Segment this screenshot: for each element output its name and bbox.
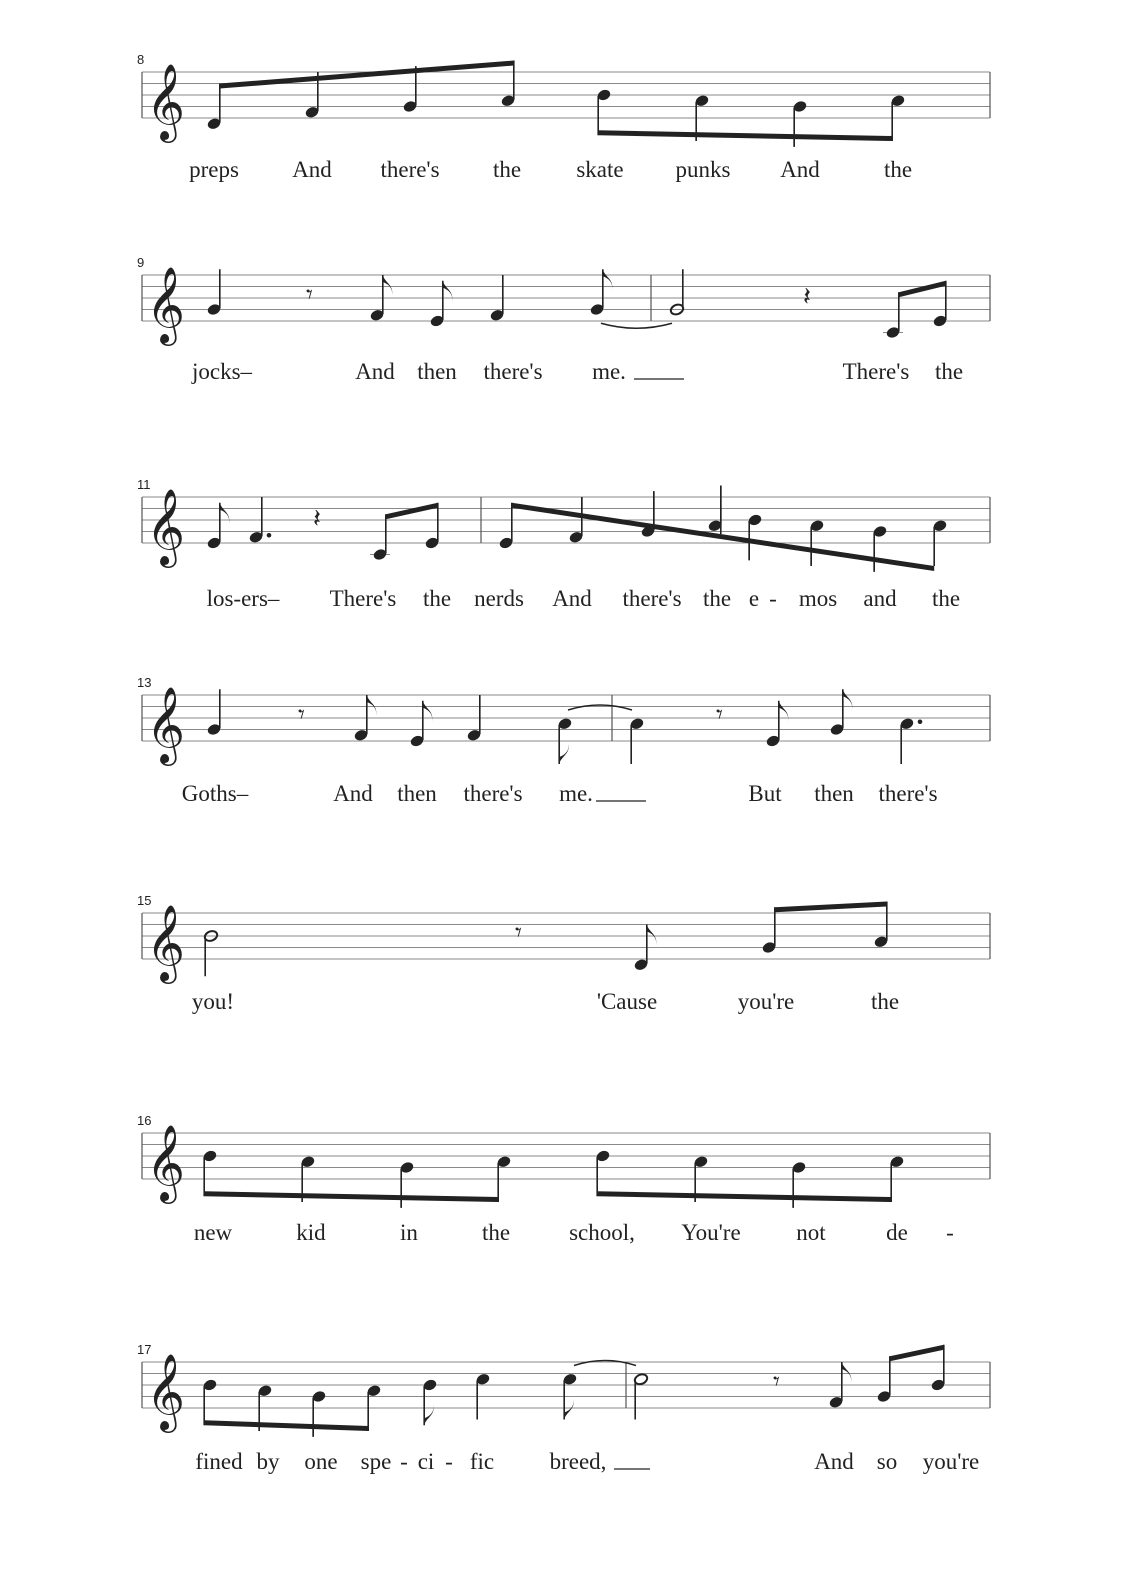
lyric-syllable: preps — [189, 157, 239, 182]
lyric-syllable: there's — [380, 157, 440, 182]
flag — [423, 701, 433, 723]
lyric-syllable: fined — [195, 1449, 243, 1474]
system-3 — [137, 477, 990, 611]
eighth-rest-icon: 𝄾 — [298, 700, 305, 730]
lyric-syllable: And — [292, 157, 332, 182]
lyric-syllable: you're — [737, 989, 795, 1014]
flag — [220, 503, 230, 525]
flag — [559, 742, 569, 764]
lyric-syllable: And — [333, 781, 373, 806]
measure-number: 13 — [137, 675, 152, 690]
lyric-syllable: Goths– — [181, 781, 249, 806]
lyric-syllable: the — [931, 586, 961, 611]
lyric-syllable: the — [481, 1220, 511, 1245]
lyric-syllable: - — [400, 1449, 408, 1474]
lyric-syllable: the — [492, 157, 522, 182]
lyric-syllable: one — [304, 1449, 338, 1474]
lyric-syllable: new — [193, 1220, 233, 1245]
flag — [443, 281, 453, 303]
lyric-syllable: skate — [576, 157, 624, 182]
lyric-syllable: so — [876, 1449, 898, 1474]
quarter-rest-icon: 𝄽 — [803, 282, 811, 312]
beam — [386, 503, 438, 520]
measure-number: 11 — [137, 477, 151, 492]
flag — [843, 689, 853, 711]
beam — [890, 1345, 944, 1362]
beam — [204, 1420, 368, 1431]
lyric-syllable: nerds — [474, 586, 524, 611]
lyric-syllable: 'Cause — [596, 989, 658, 1014]
note — [206, 269, 221, 316]
note — [595, 1149, 610, 1196]
system-6 — [137, 1113, 990, 1245]
eighth-rest-icon: 𝄾 — [515, 918, 522, 948]
note — [876, 1356, 891, 1403]
lyric-syllable: And — [814, 1449, 854, 1474]
lyric-syllable: me. — [559, 781, 593, 806]
lyric-syllable: jocks– — [191, 359, 253, 384]
beam — [597, 1191, 891, 1202]
lyric-syllable: los-ers– — [206, 586, 280, 611]
lyric-syllable: There's — [329, 586, 397, 611]
lyric-syllable: - — [445, 1449, 453, 1474]
note — [202, 1149, 217, 1196]
note — [422, 1378, 437, 1425]
lyric-syllable: - — [946, 1220, 954, 1245]
lyric-syllable: school, — [569, 1220, 635, 1245]
note — [761, 907, 776, 954]
flag — [779, 701, 789, 723]
quarter-rest-icon: 𝄽 — [313, 504, 321, 534]
lyric-syllable: breed, — [549, 1449, 607, 1474]
lyric-syllable: in — [400, 1220, 418, 1245]
lyric-syllable: then — [814, 781, 854, 806]
system-4 — [137, 675, 990, 806]
eighth-rest-icon: 𝄾 — [306, 280, 313, 310]
lyric-syllable: not — [796, 1220, 826, 1245]
lyric-syllable: spe — [360, 1449, 392, 1474]
augmentation-dot — [918, 719, 923, 724]
lyric-syllable: there's — [878, 781, 938, 806]
treble-clef-icon: 𝄞 — [146, 1124, 186, 1201]
note — [596, 88, 611, 135]
lyric-syllable: the — [702, 586, 732, 611]
lyric-syllable: and — [863, 586, 897, 611]
measure-number: 9 — [137, 255, 145, 270]
lyric-syllable: punks — [675, 157, 731, 182]
tie — [568, 705, 632, 710]
eighth-rest-icon: 𝄾 — [773, 1367, 780, 1397]
tie — [574, 1361, 636, 1366]
beam — [598, 130, 892, 141]
lyric-syllable: There's — [842, 359, 910, 384]
note — [370, 514, 390, 561]
note — [206, 689, 221, 736]
lyric-syllable: the — [934, 359, 964, 384]
lyric-syllable: there's — [483, 359, 543, 384]
treble-clef-icon: 𝄞 — [146, 488, 186, 565]
lyric-syllable: the — [422, 586, 452, 611]
lyric-syllable: there's — [463, 781, 523, 806]
lyric-syllable: de — [886, 1220, 908, 1245]
system-2 — [137, 255, 990, 384]
lyric-syllable: then — [397, 781, 437, 806]
lyric-syllable: mos — [798, 586, 838, 611]
lyric-syllable: But — [748, 781, 782, 806]
measure-number: 16 — [137, 1113, 152, 1128]
treble-clef-icon: 𝄞 — [146, 1353, 186, 1430]
measure-number: 8 — [137, 52, 145, 67]
lyric-syllable: by — [256, 1449, 280, 1474]
lyric-syllable: you! — [191, 989, 235, 1014]
system-1 — [137, 52, 990, 182]
lyric-syllable: And — [552, 586, 592, 611]
lyric-syllable: then — [417, 359, 457, 384]
lyric-syllable: You're — [681, 1220, 741, 1245]
treble-clef-icon: 𝄞 — [146, 686, 186, 763]
lyric-syllable: the — [883, 157, 913, 182]
flag — [424, 1403, 434, 1425]
system-7 — [137, 1342, 990, 1474]
treble-clef-icon: 𝄞 — [146, 904, 186, 981]
lyric-syllable: you're — [922, 1449, 980, 1474]
lyric-syllable: And — [780, 157, 820, 182]
flag — [603, 269, 613, 291]
lyric-syllable: there's — [622, 586, 682, 611]
systems-layer — [137, 52, 990, 1474]
note — [498, 503, 513, 550]
beam — [899, 281, 946, 298]
tie — [601, 323, 672, 328]
measure-number: 17 — [137, 1342, 152, 1357]
note — [202, 1378, 217, 1425]
note — [883, 292, 903, 339]
lyric-syllable: fic — [469, 1449, 495, 1474]
beam — [204, 1191, 498, 1202]
lyric-syllable: the — [870, 989, 900, 1014]
treble-clef-icon: 𝄞 — [146, 63, 186, 140]
lyric-syllable: e — [748, 586, 760, 611]
treble-clef-icon: 𝄞 — [146, 266, 186, 343]
system-5 — [137, 893, 990, 1014]
augmentation-dot — [267, 533, 272, 538]
lyric-syllable: ci — [417, 1449, 435, 1474]
lyric-syllable: - — [769, 586, 777, 611]
lyric-syllable: me. — [592, 359, 626, 384]
lyric-syllable: And — [355, 359, 395, 384]
beam — [220, 61, 514, 89]
measure-number: 15 — [137, 893, 152, 908]
eighth-rest-icon: 𝄾 — [716, 700, 723, 730]
beam — [775, 902, 887, 913]
lyric-syllable: kid — [296, 1220, 326, 1245]
